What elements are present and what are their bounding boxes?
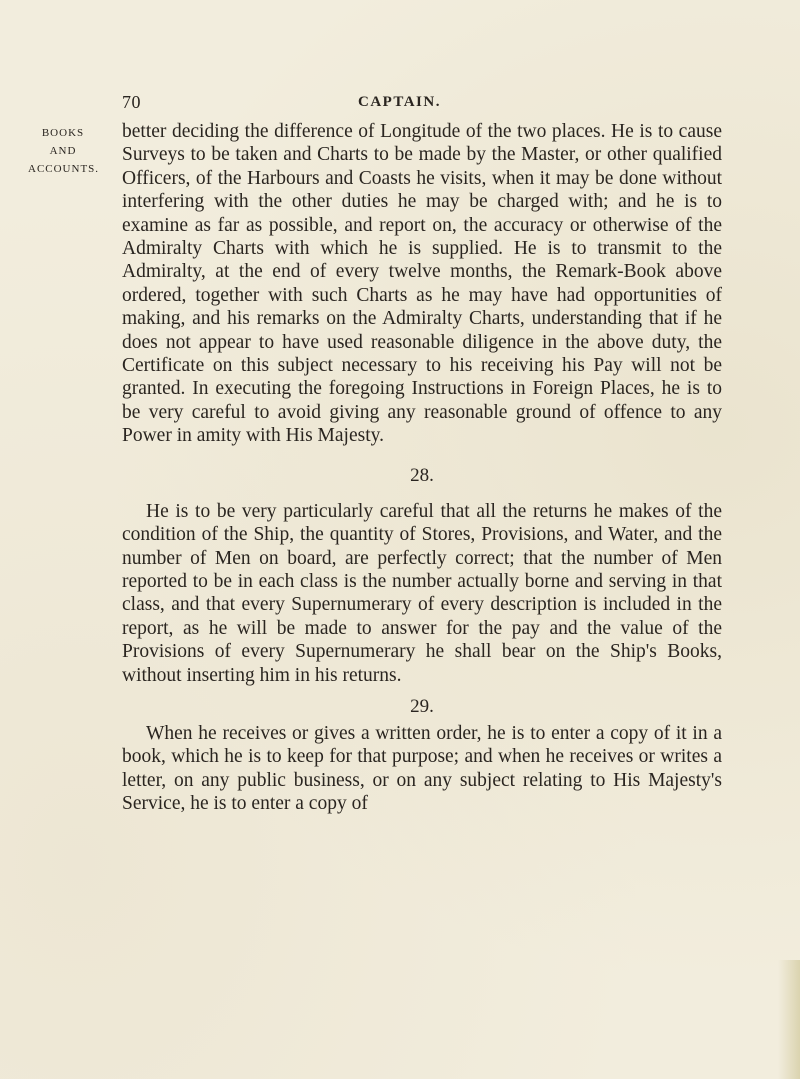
margin-note	[28, 124, 98, 178]
section-number-28: 28.	[410, 464, 434, 486]
margin-note-line: BOOKS	[41, 127, 85, 139]
margin-note-line: AND	[49, 145, 77, 157]
body-text	[122, 120, 722, 816]
paragraph-continued: better deciding the difference of Longitude of the two places. He is to cause Surveys to be taken and Charts to be made by the Master, or other qualified Officers, of the Harbours and Coasts he visits, when it may be done without interfering with the other duties he may be charged with; and he is to examine as far as possible, and report on, the accuracy or otherwise of the Admiralty Charts with which he is supplied. He is to transmit to the Admiralty, at the end of every twelve months, the Remark-Book above ordered, together with such Charts as he may have had opportunities of making, and his remarks on the Admiralty Charts, understanding that if he does not appear to have used reasonable diligence in the above duty, the Certificate on this subject necessary to his receiving his Pay will not be granted. In executing the foregoing Instructions in Foreign Places, he is to be very careful to avoid giving any reasonable ground of offence to any Power in amity with His Majesty.	[122, 121, 722, 447]
running-head	[0, 92, 800, 114]
page-edge-stain	[778, 960, 800, 1079]
page-number: 70	[122, 92, 141, 112]
margin-note-line: ACCOUNTS.	[28, 163, 100, 175]
section-number-29: 29.	[410, 695, 434, 717]
running-title: CAPTAIN.	[358, 94, 441, 110]
paragraph-section-29: When he receives or gives a written order, he is to enter a copy of it in a book, which he is to keep for that purpose; and when he receives or writes a letter, on any public business, or on any subject relating to His Majesty's Service, he is to enter a copy of	[122, 722, 722, 815]
paragraph-section-28: He is to be very particularly careful that all the returns he makes of the condition of the Ship, the quantity of Stores, Provisions, and Water, and the number of Men on board, are perfectly correct; that the number of Men reported to be in each class is the number actually borne and serving in that class, and that every Supernumerary of every description is included in the report, as he will be made to answer for the pay and the value of the Provisions of every Supernumerary he shall bear on the Ship's Books, without inserting him in his returns.	[122, 500, 722, 686]
